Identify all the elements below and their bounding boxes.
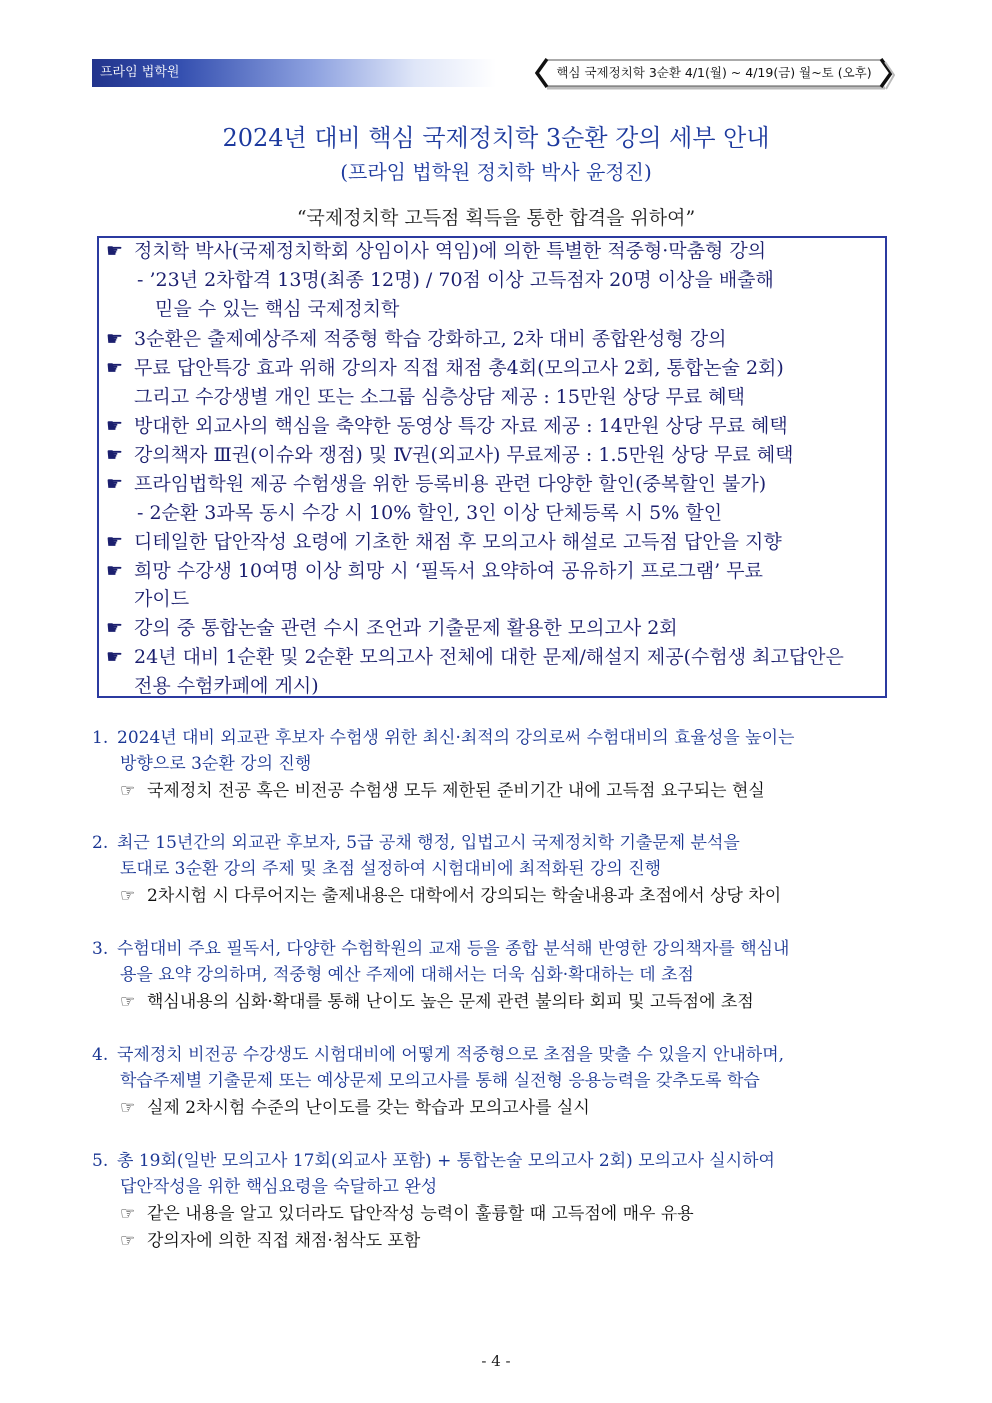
highlight-item	[134, 384, 882, 410]
section-note	[120, 1229, 892, 1253]
page-subtitle: (프라임 법학원 정치학 박사 윤정진)	[340, 160, 652, 184]
page-number: - 4 -	[481, 1352, 511, 1370]
pointing-finger-icon: ☞	[120, 886, 136, 906]
pointing-hand-icon: ☛	[106, 646, 124, 668]
section-text: 국제정치 비전공 수강생도 시험대비에 어떻게 적중형으로 초점을 맞출 수 있을지 안내하며,	[117, 1045, 785, 1065]
pointing-hand-icon: ☛	[106, 240, 124, 262]
section-text: 총 19회(일반 모의고사 17회(외교사 포함) + 통합논술 모의고사 2회) 모의고사 실시하여	[117, 1151, 775, 1171]
section-heading-line	[92, 1149, 892, 1173]
section-text: 2024년 대비 외교관 후보자 수험생 위한 최신·최적의 강의로써 수험대비의 효율성을 높이는	[117, 728, 795, 748]
section-note-text: 강의자에 의한 직접 채점·첨삭도 포함	[147, 1231, 421, 1251]
highlight-item	[106, 442, 882, 468]
section-text: 방향으로 3순환 강의 진행	[120, 754, 312, 774]
highlight-item	[137, 267, 882, 293]
highlight-item	[106, 615, 882, 641]
section-heading-line	[120, 857, 892, 881]
highlight-text: 3순환은 출제예상주제 적중형 학습 강화하고, 2차 대비 종합완성형 강의	[134, 328, 727, 350]
highlight-item	[137, 500, 882, 526]
header-brand-text: 프라임 법학원	[100, 65, 180, 80]
highlight-item	[134, 673, 882, 699]
highlight-text: 전용 수험카페에 게시)	[134, 675, 319, 697]
section-note-text: 실제 2차시험 수준의 난이도를 갖는 학습과 모의고사를 실시	[147, 1098, 590, 1118]
highlight-item	[106, 529, 882, 555]
section-heading-line	[120, 963, 892, 987]
page-motto: “국제정치학 고득점 획득을 통한 합격을 위하여”	[296, 207, 696, 229]
section-heading-line	[120, 1069, 892, 1093]
section-heading-line	[120, 752, 892, 776]
section-note	[120, 779, 892, 803]
section-text: 학습주제별 기출문제 또는 예상문제 모의고사를 통해 실전형 응용능력을 갖추도록 학습	[120, 1071, 760, 1091]
section-heading-line	[120, 1175, 892, 1199]
section-number: 3.	[92, 939, 109, 959]
section-text: 최근 15년간의 외교관 후보자, 5급 공채 행정, 입법고시 국제정치학 기출문제 분석을	[117, 833, 740, 853]
pointing-hand-icon: ☛	[106, 415, 124, 437]
section-note-text: 같은 내용을 알고 있더라도 답안작성 능력이 훌륭할 때 고득점에 매우 유용	[147, 1204, 694, 1224]
pointing-hand-icon: ☛	[106, 328, 124, 350]
section-note	[120, 1096, 892, 1120]
highlight-item	[134, 586, 882, 612]
section-number: 5.	[92, 1151, 109, 1171]
highlight-text: 무료 답안특강 효과 위해 강의자 직접 채점 총4회(모의고사 2회, 통합논술 2회)	[134, 357, 784, 379]
section-text: 수험대비 주요 필독서, 다양한 수험학원의 교재 등을 종합 분석해 반영한 강의책자를 핵심내	[117, 939, 790, 959]
section-note-text: 핵심내용의 심화·확대를 통해 난이도 높은 문제 관련 불의타 회피 및 고득점에 초점	[147, 992, 754, 1012]
course-banner-text: 핵심 국제정치학 3순환 4/1(월) ~ 4/19(금) 월~토 (오후)	[556, 65, 872, 80]
section-text: 용을 요약 강의하며, 적중형 예산 주제에 대해서는 더욱 심화·확대하는 데 초점	[120, 965, 694, 985]
highlight-item	[106, 644, 882, 670]
section-text: 답안작성을 위한 핵심요령을 숙달하고 완성	[120, 1177, 438, 1197]
highlight-text: 24년 대비 1순환 및 2순환 모의고사 전체에 대한 문제/해설지 제공(수험생 최고답안은	[134, 646, 844, 668]
pointing-hand-icon: ☛	[106, 531, 124, 553]
section-number: 4.	[92, 1045, 109, 1065]
highlight-item	[106, 326, 882, 352]
highlight-item	[155, 296, 882, 322]
highlight-text: 그리고 수강생별 개인 또는 소그룹 심층상담 제공 : 15만원 상당 무료 혜택	[134, 386, 745, 408]
pointing-hand-icon: ☛	[106, 357, 124, 379]
section-note	[120, 990, 892, 1014]
highlight-item	[106, 355, 882, 381]
highlight-text: 디테일한 답안작성 요령에 기초한 채점 후 모의고사 해설로 고득점 답안을 지향	[134, 531, 782, 553]
highlight-text: 강의 중 통합논술 관련 수시 조언과 기출문제 활용한 모의고사 2회	[134, 617, 678, 639]
section-text: 토대로 3순환 강의 주제 및 초점 설정하여 시험대비에 최적화된 강의 진행	[120, 859, 662, 879]
highlight-item	[106, 471, 882, 497]
pointing-finger-icon: ☞	[120, 1231, 136, 1251]
highlight-text: 방대한 외교사의 핵심을 축약한 동영상 특강 자료 제공 : 14만원 상당 무료 혜택	[134, 415, 788, 437]
pointing-hand-icon: ☛	[106, 444, 124, 466]
pointing-hand-icon: ☛	[106, 473, 124, 495]
pointing-finger-icon: ☞	[120, 781, 136, 801]
highlight-text: 정치학 박사(국제정치학회 상임이사 역임)에 의한 특별한 적중형·막춤형 강의	[134, 240, 767, 262]
section-heading-line	[92, 726, 892, 750]
highlight-text: - 2순환 3과목 동시 수강 시 10% 할인, 3인 이상 단체등록 시 5% 할인	[137, 502, 723, 524]
highlight-text: 믿을 수 있는 핵심 국제정치학	[155, 298, 400, 320]
section-note-text: 2차시험 시 다루어지는 출제내용은 대학에서 강의되는 학술내용과 초점에서 상당 차이	[147, 886, 782, 906]
pointing-finger-icon: ☞	[120, 1098, 136, 1118]
highlight-text: 강의책자 Ⅲ권(이슈와 쟁점) 및 Ⅳ권(외교사) 무료제공 : 1.5만원 상당 무료 혜택	[134, 444, 794, 466]
pointing-hand-icon: ☛	[106, 617, 124, 639]
page-title: 2024년 대비 핵심 국제정치학 3순환 강의 세부 안내	[222, 124, 770, 152]
pointing-finger-icon: ☞	[120, 1204, 136, 1224]
section-note	[120, 884, 892, 908]
section-number: 2.	[92, 833, 109, 853]
section-note	[120, 1202, 892, 1226]
section-heading-line	[92, 831, 892, 855]
highlight-item	[106, 558, 882, 584]
highlight-text: 가이드	[134, 588, 190, 610]
highlight-text: - ’23년 2차합격 13명(최종 12명) / 70점 이상 고득점자 20명 이상을 배출해	[137, 269, 774, 291]
pointing-finger-icon: ☞	[120, 992, 136, 1012]
section-heading-line	[92, 937, 892, 961]
highlight-text: 희망 수강생 10여명 이상 희망 시 ‘필독서 요약하여 공유하기 프로그램’ 무료	[134, 560, 763, 582]
section-note-text: 국제정치 전공 혹은 비전공 수험생 모두 제한된 준비기간 내에 고득점 요구되는 현실	[147, 781, 765, 801]
section-number: 1.	[92, 728, 109, 748]
section-heading-line	[92, 1043, 892, 1067]
highlight-text: 프라임법학원 제공 수험생을 위한 등록비용 관련 다양한 할인(중복할인 불가)	[134, 473, 767, 495]
pointing-hand-icon: ☛	[106, 560, 124, 582]
highlight-item	[106, 238, 882, 264]
highlight-item	[106, 413, 882, 439]
